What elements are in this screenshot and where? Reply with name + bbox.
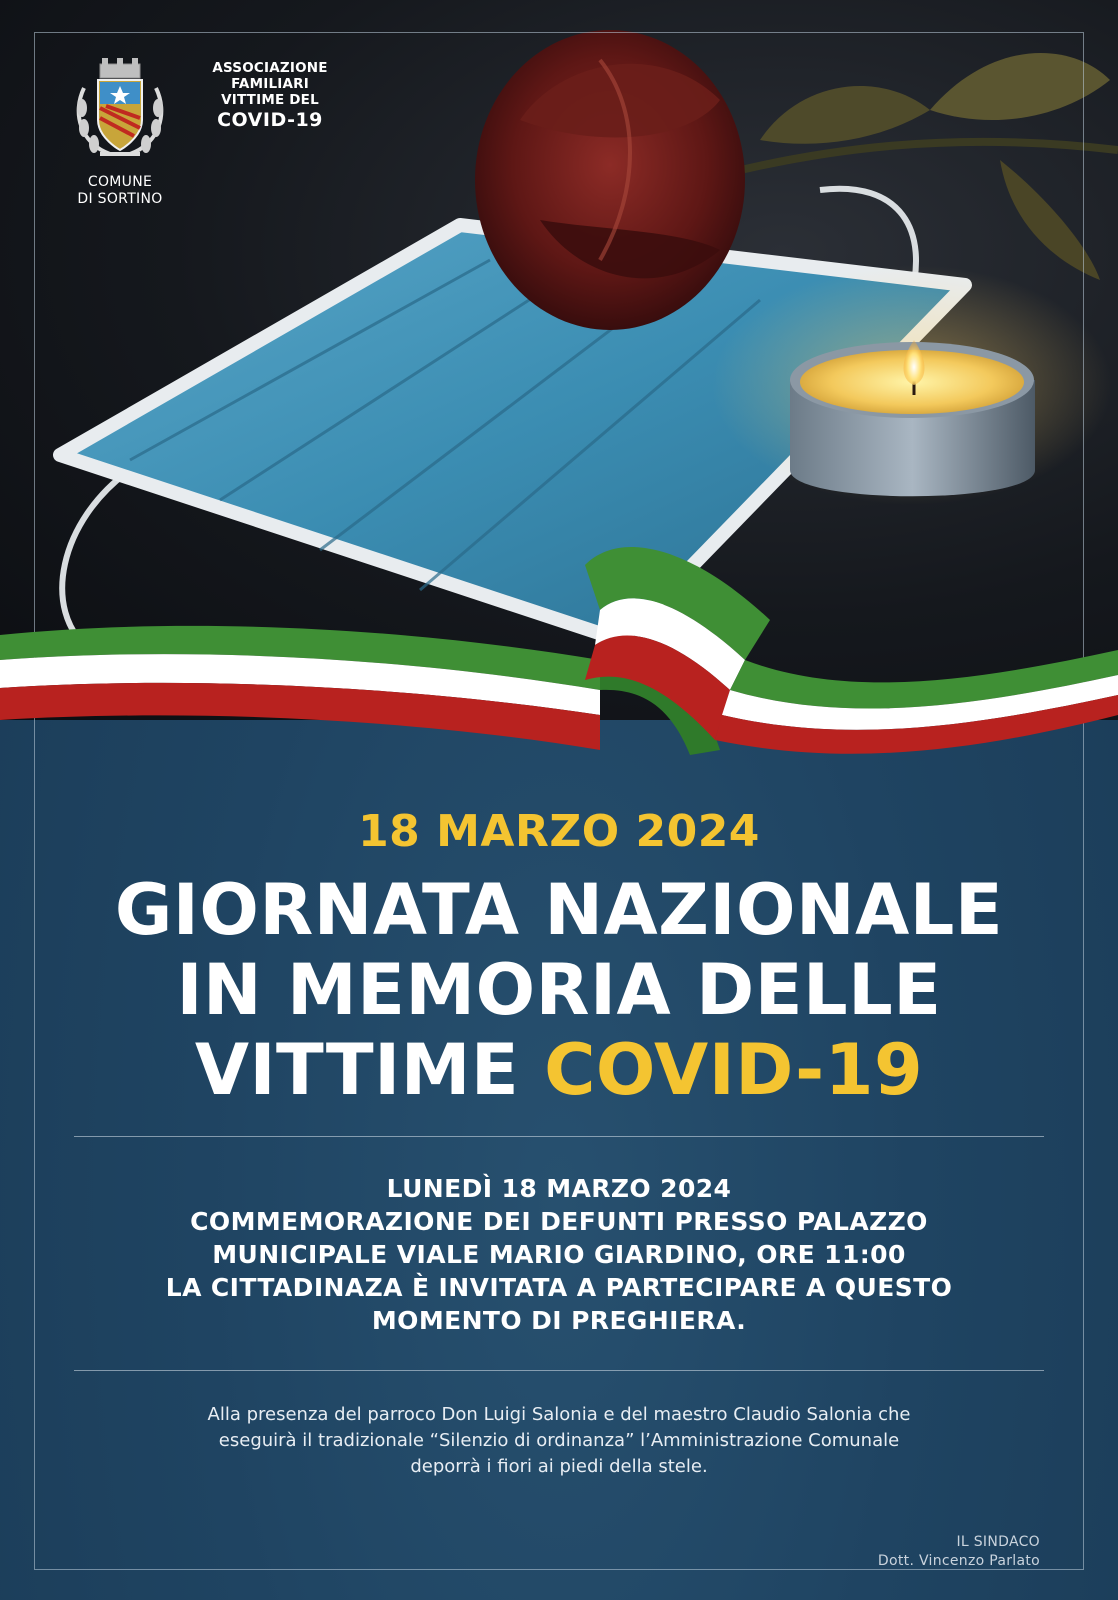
comune-caption-line2: DI SORTINO — [77, 191, 163, 207]
divider-top — [74, 1136, 1044, 1137]
coat-of-arms-icon — [70, 58, 170, 166]
details-line3: MUNICIPALE VIALE MARIO GIARDINO, ORE 11:00 — [212, 1240, 906, 1269]
note-line2: eseguirà il tradizionale “Silenzio di ordinanza” l’Amministrazione Comunale — [218, 1430, 900, 1451]
signature-name: Dott. Vincenzo Parlato — [877, 1553, 1040, 1569]
mayor-signature — [878, 1533, 1040, 1571]
details-line5: MOMENTO DI PREGHIERA. — [371, 1306, 747, 1335]
comune-logo — [60, 58, 180, 208]
details-line4: LA CITTADINAZA È INVITATA A PARTECIPARE A QUESTO — [165, 1273, 953, 1302]
italian-flag-ribbon — [0, 510, 1118, 780]
association-line3: VITTIME DEL — [221, 92, 319, 108]
ceremony-note — [0, 1402, 1118, 1480]
association-logo — [200, 60, 340, 132]
headline-line3-start: VITTIME — [194, 1029, 520, 1111]
event-date: 18 MARZO 2024 — [358, 806, 760, 857]
association-line4: COVID-19 — [217, 109, 323, 131]
headline-line2: IN MEMORIA DELLE — [176, 949, 942, 1031]
note-line3: deporrà i fiori ai piedi della stele. — [410, 1456, 708, 1477]
signature-role: IL SINDACO — [956, 1534, 1040, 1550]
details-line1: LUNEDÌ 18 MARZO 2024 — [386, 1174, 732, 1203]
headline-line3-accent: COVID-19 — [544, 1029, 924, 1111]
association-line1: ASSOCIAZIONE — [212, 60, 328, 76]
divider-bottom — [74, 1370, 1044, 1371]
event-details — [0, 1172, 1118, 1337]
headline-line3 — [0, 1030, 1118, 1110]
note-line1: Alla presenza del parroco Don Luigi Salonia e del maestro Claudio Salonia che — [207, 1404, 911, 1425]
details-line2: COMMEMORAZIONE DEI DEFUNTI PRESSO PALAZZO — [190, 1207, 928, 1236]
association-line2: FAMILIARI — [231, 76, 309, 92]
headline-line1: GIORNATA NAZIONALE — [114, 869, 1004, 951]
comune-caption-line1: COMUNE — [87, 174, 153, 190]
event-headline — [0, 870, 1118, 1110]
